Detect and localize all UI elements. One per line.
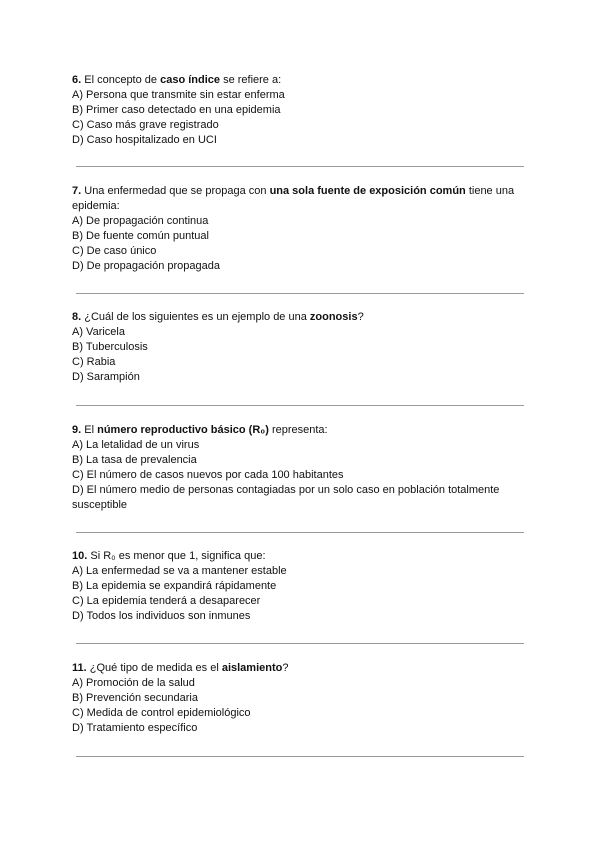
prompt-text-end: se refiere a: bbox=[220, 74, 282, 86]
separator-line bbox=[76, 532, 524, 533]
question-prompt bbox=[72, 73, 524, 88]
option-d: D) De propagación propagada bbox=[72, 260, 220, 272]
separator-line bbox=[76, 293, 524, 294]
prompt-text: El concepto de bbox=[84, 74, 161, 86]
option-a: A) De propagación continua bbox=[72, 215, 209, 227]
question-8 bbox=[72, 310, 524, 385]
question-prompt bbox=[72, 661, 524, 676]
prompt-bold-text: aislamiento bbox=[221, 662, 283, 674]
question-number: 7. bbox=[72, 185, 82, 197]
option-d: D) Sarampión bbox=[72, 371, 140, 383]
option-b: B) De fuente común puntual bbox=[72, 230, 209, 242]
question-prompt bbox=[72, 423, 524, 438]
prompt-bold-text: caso índice bbox=[160, 74, 221, 86]
prompt-text-end: ? bbox=[357, 311, 364, 323]
prompt-text: El bbox=[84, 424, 98, 436]
option-d: D) Tratamiento específico bbox=[72, 722, 198, 734]
option-c: C) La epidemia tenderá a desaparecer bbox=[72, 595, 261, 607]
option-d: D) El número medio de personas contagiadas por un solo caso en población totalmente susceptible bbox=[72, 484, 500, 511]
question-number: 10. bbox=[72, 550, 88, 562]
option-b: B) La epidemia se expandirá rápidamente bbox=[72, 580, 277, 592]
question-7 bbox=[72, 184, 524, 274]
prompt-bold-text: número reproductivo básico (R₀) bbox=[97, 424, 269, 436]
prompt-text: Si R₀ es menor que 1, significa que: bbox=[90, 550, 266, 562]
question-prompt bbox=[72, 184, 524, 214]
prompt-bold-text: una sola fuente de exposición común bbox=[269, 185, 466, 197]
question-number: 8. bbox=[72, 311, 82, 323]
prompt-text-end: ? bbox=[282, 662, 289, 674]
separator-line bbox=[76, 756, 524, 757]
option-c: C) De caso único bbox=[72, 245, 157, 257]
prompt-text: Una enfermedad que se propaga con bbox=[84, 185, 270, 197]
separator-line bbox=[76, 405, 524, 406]
prompt-text-end: representa: bbox=[268, 424, 328, 436]
prompt-text-end: tiene una epidemia: bbox=[72, 185, 515, 212]
option-b: B) Prevención secundaria bbox=[72, 692, 198, 704]
prompt-text: ¿Qué tipo de medida es el bbox=[89, 662, 222, 674]
question-number: 11. bbox=[72, 662, 87, 674]
prompt-bold-text: zoonosis bbox=[309, 311, 358, 323]
option-a: A) Varicela bbox=[72, 326, 125, 338]
question-6 bbox=[72, 73, 524, 148]
question-number: 6. bbox=[72, 74, 82, 86]
option-b: B) Tuberculosis bbox=[72, 341, 148, 353]
option-a: A) La letalidad de un virus bbox=[72, 439, 200, 451]
option-a: A) Promoción de la salud bbox=[72, 677, 195, 689]
question-prompt bbox=[72, 310, 524, 325]
option-a: A) La enfermedad se va a mantener estable bbox=[72, 565, 287, 577]
question-prompt bbox=[72, 549, 524, 564]
option-b: B) Primer caso detectado en una epidemia bbox=[72, 104, 281, 116]
question-10 bbox=[72, 549, 524, 624]
option-d: D) Caso hospitalizado en UCI bbox=[72, 134, 217, 146]
option-d: D) Todos los individuos son inmunes bbox=[72, 610, 251, 622]
question-11 bbox=[72, 661, 524, 736]
question-number: 9. bbox=[72, 424, 82, 436]
separator-line bbox=[76, 166, 524, 167]
separator-line bbox=[76, 643, 524, 644]
option-c: C) Caso más grave registrado bbox=[72, 119, 219, 131]
option-c: C) Medida de control epidemiológico bbox=[72, 707, 251, 719]
option-c: C) El número de casos nuevos por cada 100 habitantes bbox=[72, 469, 344, 481]
question-9 bbox=[72, 423, 524, 513]
option-b: B) La tasa de prevalencia bbox=[72, 454, 197, 466]
option-a: A) Persona que transmite sin estar enferma bbox=[72, 89, 285, 101]
option-c: C) Rabia bbox=[72, 356, 116, 368]
prompt-text: ¿Cuál de los siguientes es un ejemplo de una bbox=[84, 311, 310, 323]
